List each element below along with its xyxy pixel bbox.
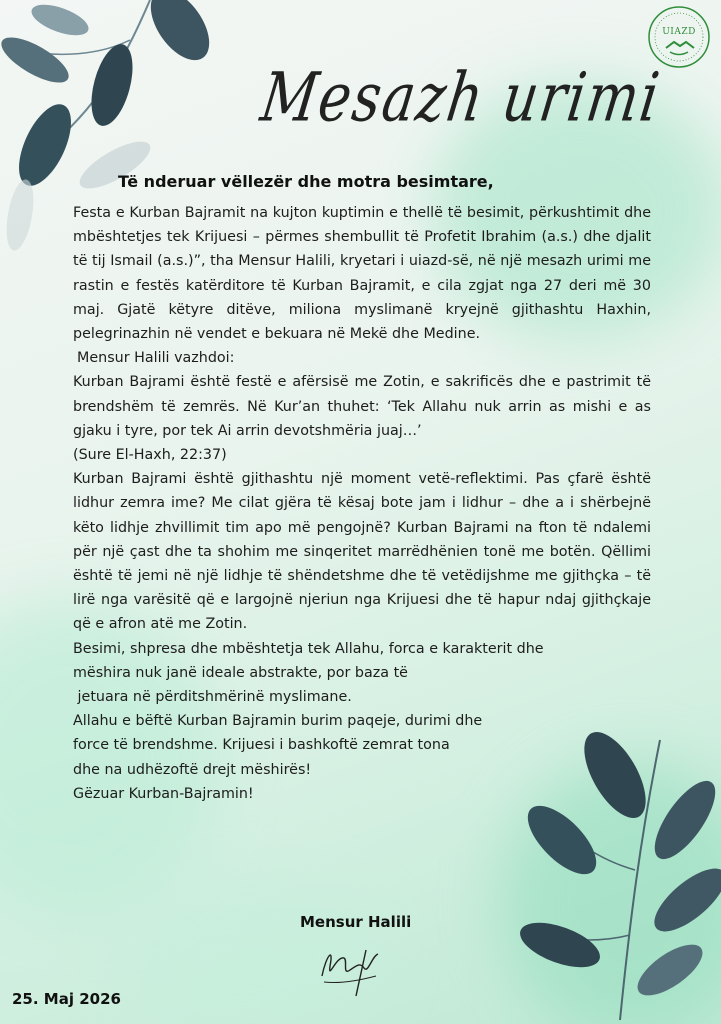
closing-line: force të brendshme. Krijuesi i bashkoftë zemrat tona bbox=[73, 737, 450, 754]
signer-name: Mensur Halili bbox=[300, 913, 412, 931]
closing-line: Besimi, shpresa dhe mbështetja tek Allahu, forca e karakterit dhe bbox=[73, 640, 544, 657]
message-body bbox=[73, 201, 651, 806]
continued-line: Mensur Halili vazhdoi: bbox=[77, 350, 235, 367]
greeting: Të nderuar vëllezër dhe motra besimtare, bbox=[118, 172, 494, 191]
logo-wordmark: UIAZD bbox=[662, 27, 696, 37]
paragraph-2: Kurban Bajrami është festë e afërsisë me Zotin, e sakrificës dhe e pastrimit të brendshëm të zemrës. Në Kur’an thuhet: ‘Tek Allahu nuk arrin as mishi e as gjaku i tyre, por tek Ai arrin devotshmëria juaj…’ bbox=[73, 374, 651, 439]
closing-line: Allahu e bëftë Kurban Bajramin burim paqeje, durimi dhe bbox=[73, 713, 483, 730]
title-script: Mesazh urimi bbox=[256, 58, 666, 137]
quran-citation: (Sure El-Haxh, 22:37) bbox=[73, 447, 227, 464]
date-label: 25. Maj 2026 bbox=[12, 990, 121, 1008]
paragraph-3: Kurban Bajrami është gjithashtu një moment vetë-reflektimi. Pas çfarë është lidhur zemra ime? Me cilat gjëra të kësaj bote jam i lidhur – dhe a i shërbejnë këto lidhje zhvillimit tim apo më pengojnë? Kurban Bajrami na fton të ndalemi për një çast dhe ta shohim me sinqeritet marrëdhënien tonë me botën. Qëllimi është të jemi në një lidhje të shëndetshme dhe të vetëdijshme me gjithçka – të lirë nga varësitë që e largojnë njeriun nga Krijuesi dhe të hapur ndaj gjithçkaje që e afron atë me Zotin. bbox=[73, 471, 651, 633]
signature-icon bbox=[316, 936, 386, 1000]
paragraph-1: Festa e Kurban Bajramit na kujton kuptimin e thellë të besimit, përkushtimit dhe mbështetjes tek Krijuesi – përmes shembullit të Profetit Ibrahim (a.s.) dhe djalit të tij Ismail (a.s.)”, tha Mensur Halili, kryetari i uiazd-së, në një mesazh urimi me rastin e festës katërditore të Kurban Bajramit, e cila zgjat nga 27 deri më 30 maj. Gjatë këtyre ditëve, miliona myslimanë kryejnë gjithashtu Haxhin, pelegrinazhin në vendet e bekuara në Mekë dhe Medine. bbox=[73, 205, 651, 343]
closing-line: jetuara në përditshmërinë myslimane. bbox=[73, 689, 352, 706]
closing-line: dhe na udhëzoftë drejt mëshirës! bbox=[73, 761, 312, 778]
page-title bbox=[248, 52, 666, 152]
closing-line: Gëzuar Kurban-Bajramin! bbox=[73, 785, 254, 802]
closing-line: mëshira nuk janë ideale abstrakte, por baza të bbox=[73, 664, 408, 681]
